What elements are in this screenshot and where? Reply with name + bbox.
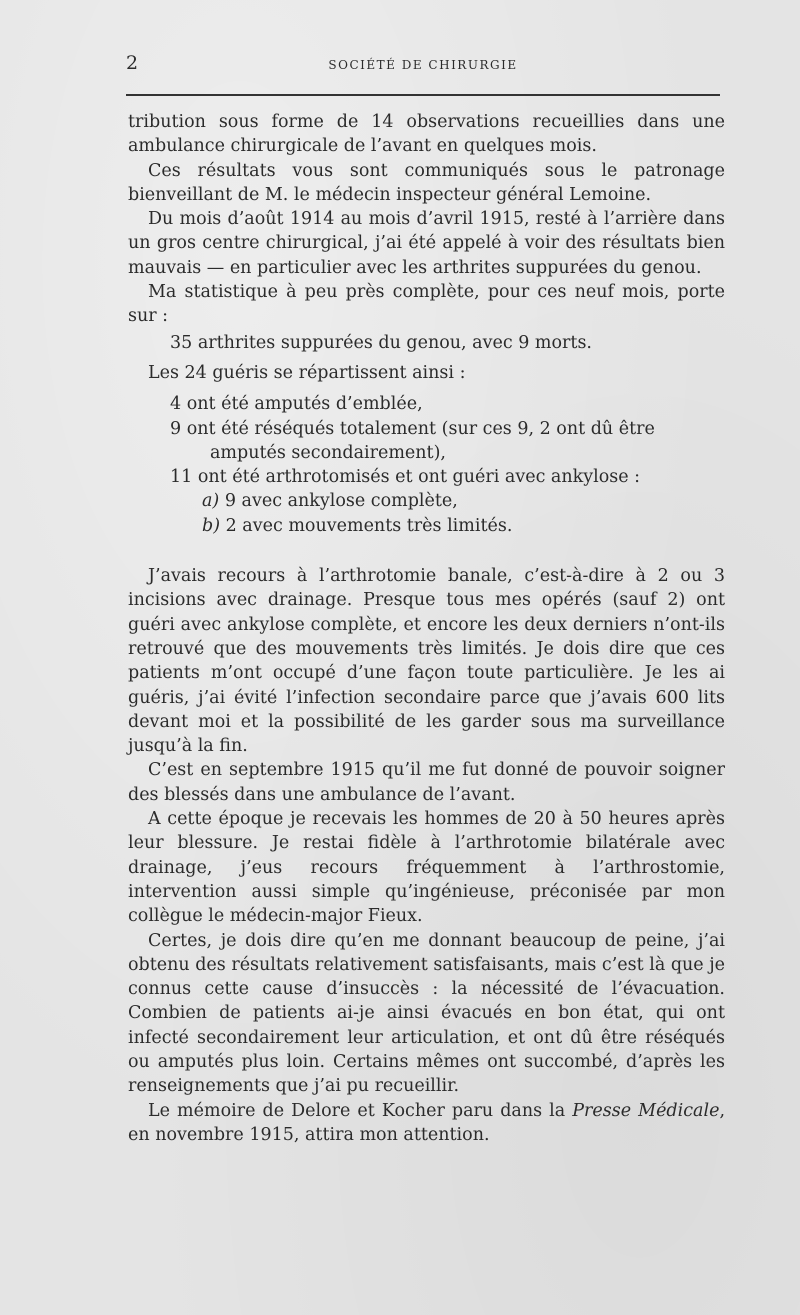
statistic-line: 35 arthrites suppurées du genou, avec 9 morts.	[170, 332, 592, 353]
sub-item-text: 9 avec ankylose complète,	[219, 491, 458, 512]
paragraph-1: tribution sous forme de 14 observations recueillies dans une ambulance chirurgicale de l’avant en quelques mois.	[128, 112, 725, 157]
list-item: 9 ont été réséqués totalement (sur ces 9, 2 ont dû être	[170, 418, 655, 439]
paragraph-10	[128, 1099, 725, 1148]
journal-title: Presse Médicale	[572, 1100, 720, 1121]
sub-item-text: 2 avec mouvements très limités.	[220, 515, 513, 536]
paragraph-8: A cette époque je recevais les hommes de 20 à 50 heures après leur blessure. Je restai fidèle à l’arthrotomie bilatérale avec drainage, j’eus recours fréquemment à l’arthrostomie, intervention aussi simple qu’ingénieuse, préconisée par mon collègue le médecin-major Fieux.	[128, 809, 725, 927]
body-text	[128, 110, 725, 1147]
header-rule	[126, 94, 720, 96]
spacer	[128, 385, 725, 392]
paragraph-7: C’est en septembre 1915 qu’il me fut donné de pouvoir soigner des blessés dans une ambulance de l’avant.	[128, 760, 725, 805]
paragraph-10-end: , en novembre 1915, attira mon attention.	[128, 1100, 726, 1145]
page-header	[126, 52, 720, 80]
spacer	[128, 538, 725, 564]
paragraph-6: J’avais recours à l’arthrotomie banale, c’est-à-dire à 2 ou 3 incisions avec drainage. Presque tous mes opérés (sauf 2) ont guéri avec ankylose complète, et encore les deux derniers n’ont-ils retrouvé que des mouvements très limités. Je dois dire que ces patients m’ont occupé d’une façon toute particulière. Je les ai guéris, j’ai évité l’infection secondaire parce que j’avais 600 lits devant moi et la possibilité de les garder sous ma surveillance jusqu’à la fin.	[128, 566, 725, 757]
list-item-continuation: amputés secondairement),	[210, 442, 446, 463]
outcome-list	[128, 392, 725, 538]
sub-list-item-b	[170, 514, 725, 538]
paragraph-10-start: Le mémoire de Delore et Kocher paru dans la	[148, 1100, 573, 1121]
sub-item-letter: b)	[202, 515, 221, 536]
paragraph-4: Ma statistique à peu près complète, pour ces neuf mois, porte sur :	[128, 282, 725, 327]
list-item: 11 ont été arthrotomisés et ont guéri avec ankylose :	[170, 467, 641, 488]
list-item: 4 ont été amputés d’emblée,	[170, 394, 423, 415]
paragraph-2: Ces résultats vous sont communiqués sous le patronage bienveillant de M. le médecin inspecteur général Lemoine.	[128, 160, 725, 205]
sub-list-item-a	[170, 489, 725, 513]
paragraph-3: Du mois d’août 1914 au mois d’avril 1915, resté à l’arrière dans un gros centre chirurgical, j’ai été appelé à voir des résultats bien mauvais — en particulier avec les arthrites suppurées du genou.	[128, 209, 725, 278]
paragraph-5: Les 24 guéris se répartissent ainsi :	[148, 362, 466, 383]
sub-item-letter: a)	[202, 491, 220, 512]
running-head: SOCIÉTÉ DE CHIRURGIE	[328, 58, 518, 72]
paragraph-9: Certes, je dois dire qu’en me donnant beaucoup de peine, j’ai obtenu des résultats relativement satisfaisants, mais c’est là que je connus cette cause d’insuccès : la nécessité de l’évacuation. Combien de patients ai-je ainsi évacués en bon état, qui ont infecté secondairement leur articulation, et ont dû être réséqués ou amputés plus loin. Certains mêmes ont succombé, d’après les renseignements que j’ai pu recueillir.	[128, 930, 725, 1097]
page-number: 2	[126, 52, 139, 74]
